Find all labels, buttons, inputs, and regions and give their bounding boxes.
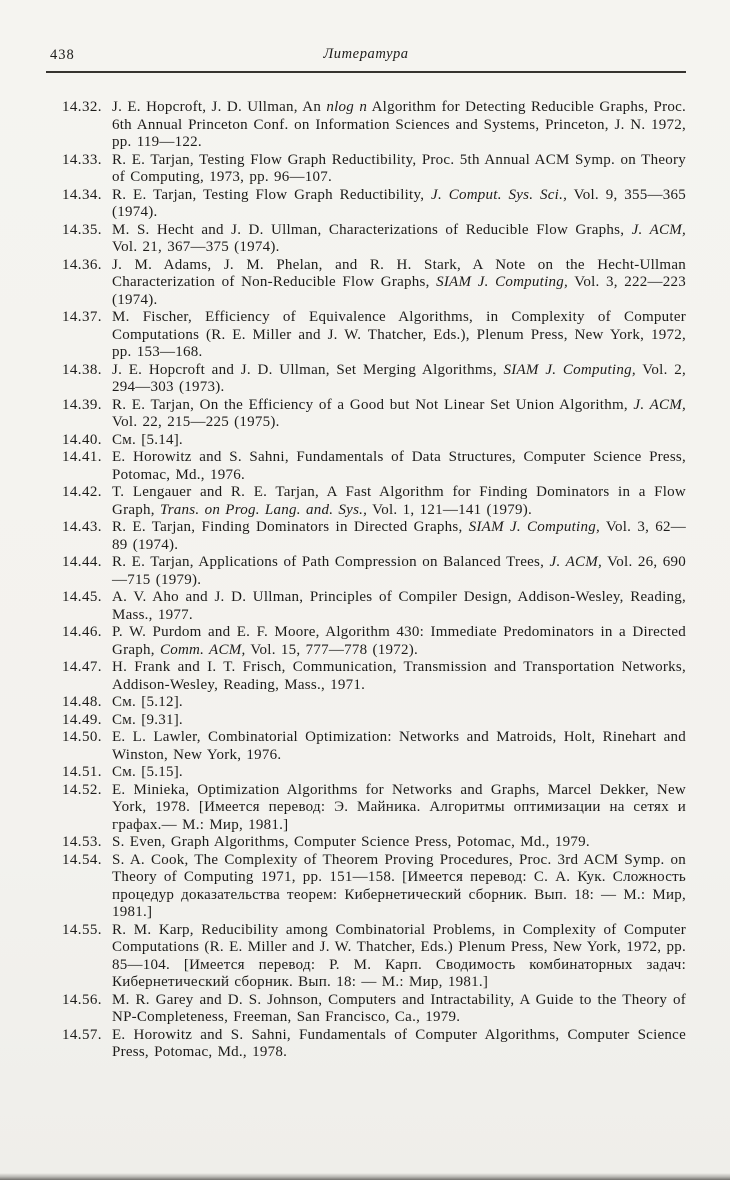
reference-number: 14.41. <box>62 449 102 465</box>
reference-text: J. M. Adams, J. M. Phelan, and R. H. Stark, A Note on the Hecht-Ullman Characterization of Non-Reducible Flow Graphs, SIAM J. Computing, Vol. 3, 222—223 (1974). <box>112 256 686 308</box>
reference-entry <box>62 852 686 922</box>
reference-number: 14.33. <box>62 151 102 168</box>
reference-number: 14.52. <box>62 781 102 798</box>
reference-number: 14.45. <box>62 589 102 605</box>
reference-text: R. E. Tarjan, Applications of Path Compression on Balanced Trees, J. ACM, Vol. 26, 690—715 (1979). <box>112 554 687 588</box>
reference-entry <box>62 624 686 659</box>
reference-text: S. Even, Graph Algorithms, Computer Science Press, Potomac, Md., 1979. <box>112 834 590 850</box>
reference-entry <box>62 834 686 852</box>
reference-entry <box>62 449 686 484</box>
reference-entry <box>62 922 686 992</box>
reference-entry <box>62 782 686 835</box>
header-rule <box>46 71 686 73</box>
reference-text: M. S. Hecht and J. D. Ullman, Characterizations of Reducible Flow Graphs, J. ACM, Vol. 21, 367—375 (1974). <box>112 221 687 255</box>
reference-text: M. Fischer, Efficiency of Equivalence Algorithms, in Complexity of Computer Computations (R. E. Miller and J. W. Thatcher, Eds.), Plenum Press, New York, 1972, pp. 153—168. <box>112 309 686 360</box>
reference-number: 14.48. <box>62 694 102 710</box>
reference-number: 14.47. <box>62 659 102 675</box>
reference-number: 14.42. <box>62 484 102 500</box>
reference-number: 14.46. <box>62 624 102 640</box>
reference-number: 14.54. <box>62 851 102 868</box>
reference-entry <box>62 484 686 519</box>
reference-entry <box>62 187 686 222</box>
reference-entry <box>62 222 686 257</box>
reference-entry <box>62 729 686 764</box>
reference-text: S. A. Cook, The Complexity of Theorem Proving Procedures, Proc. 3rd ACM Symp. on Theory of Computing 1971, pp. 151—158. [Имеется перевод: С. А. Кук. Сложность процедур доказательства теорем: Кибернетический сборник. Вып. 18: — М.: Мир, 1981.] <box>112 851 686 920</box>
reference-text: T. Lengauer and R. E. Tarjan, A Fast Algorithm for Finding Dominators in a Flow Graph, Trans. on Prog. Lang. and. Sys., Vol. 1, 121—141 (1979). <box>112 484 686 518</box>
reference-entry <box>62 1027 686 1062</box>
reference-number: 14.50. <box>62 729 102 745</box>
reference-text: R. E. Tarjan, Testing Flow Graph Reductibility, Proc. 5th Annual ACM Symp. on Theory of Computing, 1973, pp. 96—107. <box>112 151 686 185</box>
reference-number: 14.44. <box>62 554 102 570</box>
reference-entry <box>62 659 686 694</box>
reference-entry <box>62 764 686 782</box>
reference-number: 14.51. <box>62 764 102 780</box>
reference-entry <box>62 397 686 432</box>
reference-number: 14.56. <box>62 991 102 1008</box>
reference-text: J. E. Hopcroft, J. D. Ullman, An nlog n Algorithm for Detecting Reducible Graphs, Proc. 6th Annual Princeton Conf. on Information Sciences and Systems, Princeton, J. N. 1972, pp. 119—122. <box>112 99 686 150</box>
reference-text: E. Horowitz and S. Sahni, Fundamentals of Computer Algorithms, Computer Science Press, Potomac, Md., 1978. <box>112 1026 686 1060</box>
reference-entry <box>62 432 686 450</box>
reference-entry <box>62 309 686 362</box>
reference-text: См. [5.12]. <box>112 694 183 710</box>
reference-list <box>62 99 686 1062</box>
reference-text: R. E. Tarjan, On the Efficiency of a Good but Not Linear Set Union Algorithm, J. ACM, Vol. 22, 215—225 (1975). <box>112 396 687 430</box>
page-number: 438 <box>50 47 75 63</box>
reference-entry <box>62 712 686 730</box>
reference-number: 14.34. <box>62 186 102 203</box>
reference-entry <box>62 554 686 589</box>
reference-text: См. [5.14]. <box>112 431 183 448</box>
reference-number: 14.53. <box>62 834 102 850</box>
reference-entry <box>62 362 686 397</box>
reference-number: 14.32. <box>62 99 102 115</box>
reference-text: R. E. Tarjan, Finding Dominators in Directed Graphs, SIAM J. Computing, Vol. 3, 62—89 (1974). <box>112 519 686 553</box>
reference-text: См. [9.31]. <box>112 711 183 728</box>
reference-text: H. Frank and I. T. Frisch, Communication, Transmission and Transportation Networks, Addison-Wesley, Reading, Mass., 1971. <box>112 659 686 693</box>
reference-text: R. E. Tarjan, Testing Flow Graph Reductibility, J. Comput. Sys. Sci., Vol. 9, 355—365 (1974). <box>112 186 686 220</box>
reference-entry <box>62 589 686 624</box>
reference-text: J. E. Hopcroft and J. D. Ullman, Set Merging Algorithms, SIAM J. Computing, Vol. 2, 294—303 (1973). <box>112 361 687 395</box>
reference-number: 14.37. <box>62 309 102 325</box>
reference-number: 14.55. <box>62 921 102 938</box>
reference-text: E. Minieka, Optimization Algorithms for Networks and Graphs, Marcel Dekker, New York, 1978. [Имеется перевод: Э. Майника. Алгоритмы оптимизации на сетях и графах.— М.: Мир, 1981.] <box>112 781 686 833</box>
reference-entry <box>62 519 686 554</box>
page-header <box>46 46 686 66</box>
scan-edge-shadow <box>0 1173 730 1180</box>
reference-text: См. [5.15]. <box>112 764 183 780</box>
reference-entry <box>62 694 686 712</box>
reference-text: A. V. Aho and J. D. Ullman, Principles of Compiler Design, Addison-Wesley, Reading, Mass., 1977. <box>112 589 686 623</box>
reference-number: 14.40. <box>62 431 102 448</box>
reference-text: E. L. Lawler, Combinatorial Optimization: Networks and Matroids, Holt, Rinehart and Winston, New York, 1976. <box>112 729 686 763</box>
reference-text: M. R. Garey and D. S. Johnson, Computers and Intractability, A Guide to the Theory of NP-Completeness, Freeman, San Francisco, Ca., 1979. <box>112 991 686 1025</box>
reference-entry <box>62 992 686 1027</box>
reference-text: R. M. Karp, Reducibility among Combinatorial Problems, in Complexity of Computer Computations (R. E. Miller and J. W. Thatcher, Eds.) Plenum Press, New York, 1972, pp. 85—104. [Имеется перевод: Р. М. Карп. Сводимость комбинаторных задач: Кибернетический сборник. Вып. 18: — М.: Мир, 1981.] <box>112 921 686 990</box>
reference-number: 14.43. <box>62 519 102 535</box>
reference-text: E. Horowitz and S. Sahni, Fundamentals of Data Structures, Computer Science Press, Potomac, Md., 1976. <box>112 449 686 483</box>
reference-text: P. W. Purdom and E. F. Moore, Algorithm 430: Immediate Predominators in a Directed Graph, Comm. ACM, Vol. 15, 777—778 (1972). <box>112 624 686 658</box>
page-header-title: Литература <box>323 46 409 62</box>
reference-number: 14.38. <box>62 361 102 378</box>
reference-entry <box>62 152 686 187</box>
reference-entry <box>62 257 686 310</box>
reference-number: 14.35. <box>62 221 102 238</box>
reference-number: 14.36. <box>62 256 102 273</box>
reference-number: 14.39. <box>62 396 102 413</box>
reference-entry <box>62 99 686 152</box>
reference-number: 14.57. <box>62 1026 102 1043</box>
reference-number: 14.49. <box>62 711 102 728</box>
